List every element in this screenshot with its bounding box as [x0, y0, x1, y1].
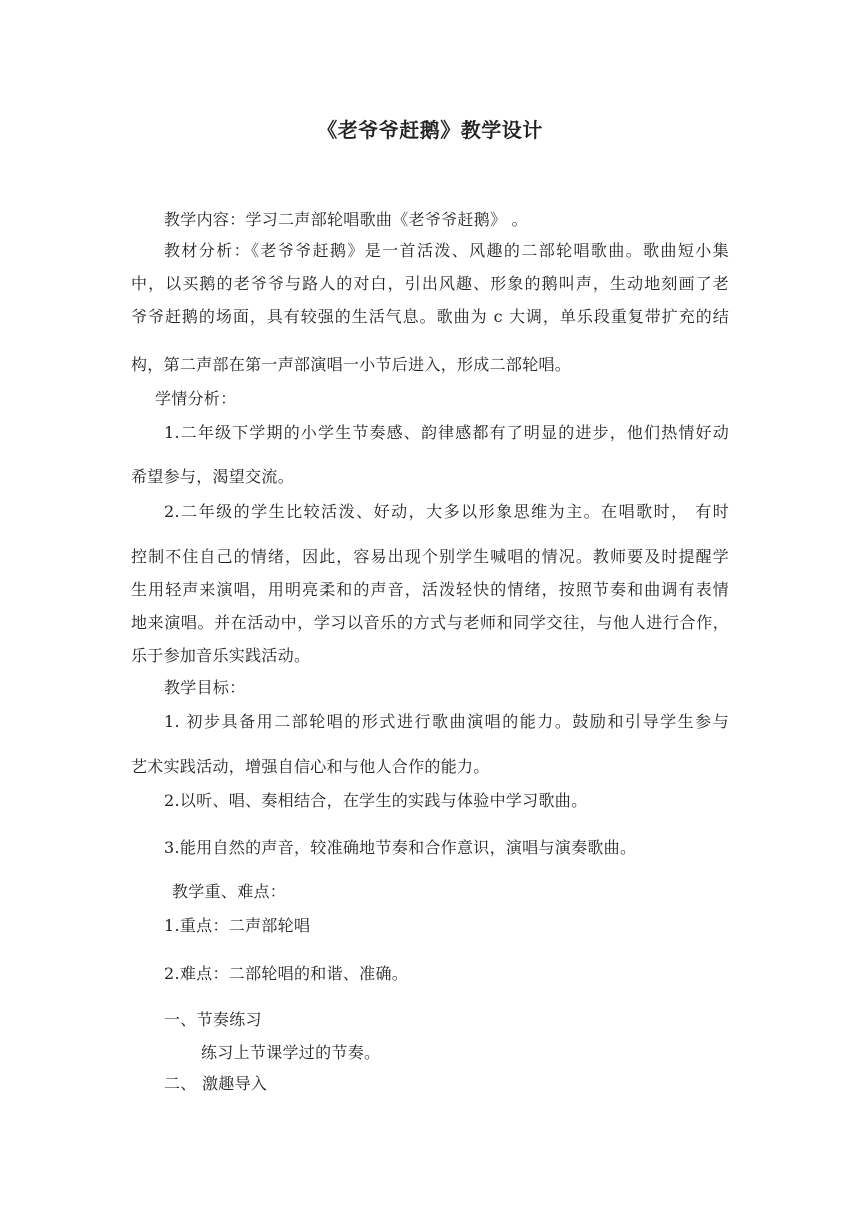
- paragraph-line: 控制不住自己的情绪，因此，容易出现个别学生喊唱的情况。教师要及时提醒学: [131, 547, 729, 566]
- paragraph-line: 中，以买鹅的老爷爷与路人的对白，引出风趣、形象的鹅叫声，生动地刻画了老: [131, 274, 729, 293]
- page-title: 《老爷爷赶鹅》教学设计: [317, 118, 543, 142]
- paragraph-line: 乐于参加音乐实践活动。: [131, 646, 311, 665]
- paragraph-line: 希望参与，渴望交流。: [131, 467, 295, 486]
- paragraph-line: 生用轻声来演唱，用明亮柔和的声音，活泼轻快的情绪，按照节奏和曲调有表情: [131, 580, 729, 599]
- paragraph-line: 3.能用自然的声音，较准确地节奏和合作意识，演唱与演奏歌曲。: [164, 838, 637, 857]
- paragraph-line: 1. 初步具备用二部轮唱的形式进行歌曲演唱的能力。鼓励和引导学生参与: [164, 712, 729, 731]
- section-heading: 学情分析：: [155, 389, 237, 408]
- section-heading: 教学重、难点：: [172, 882, 287, 901]
- paragraph-line: 艺术实践活动，增强自信心和与他人合作的能力。: [131, 757, 490, 776]
- paragraph-line: 1.二年级下学期的小学生节奏感、韵律感都有了明显的进步，他们热情好动: [164, 423, 729, 442]
- paragraph-line: 地来演唱。并在活动中，学习以音乐的方式与老师和同学交往，与他人进行合作，: [131, 613, 729, 632]
- paragraph-line: 构，第二声部在第一声部演唱一小节后进入，形成二部轮唱。: [131, 355, 572, 374]
- paragraph-line: 爷爷赶鹅的场面，具有较强的生活气息。歌曲为 c 大调，单乐段重复带扩充的结: [131, 307, 729, 326]
- paragraph-line: 2.以听、唱、奏相结合，在学生的实践与体验中学习歌曲。: [164, 791, 588, 810]
- paragraph-line: 2.二年级的学生比较活泼、好动，大多以形象思维为主。在唱歌时， 有时: [164, 502, 729, 521]
- paragraph-line: 教学内容：学习二声部轮唱歌曲《老爷爷赶鹅》 。: [164, 210, 528, 229]
- paragraph-line: 2.难点：二部轮唱的和谐、准确。: [164, 964, 409, 983]
- section-heading: 一、节奏练习: [164, 1010, 262, 1029]
- paragraph-line: 1.重点：二声部轮唱: [164, 916, 311, 935]
- section-heading: 二、 激趣导入: [164, 1074, 268, 1093]
- paragraph-line: 练习上节课学过的节奏。: [201, 1043, 381, 1062]
- section-heading: 教学目标：: [164, 678, 246, 697]
- paragraph-line: 教材分析：《老爷爷赶鹅》是一首活泼、风趣的二部轮唱歌曲。歌曲短小集: [164, 241, 729, 260]
